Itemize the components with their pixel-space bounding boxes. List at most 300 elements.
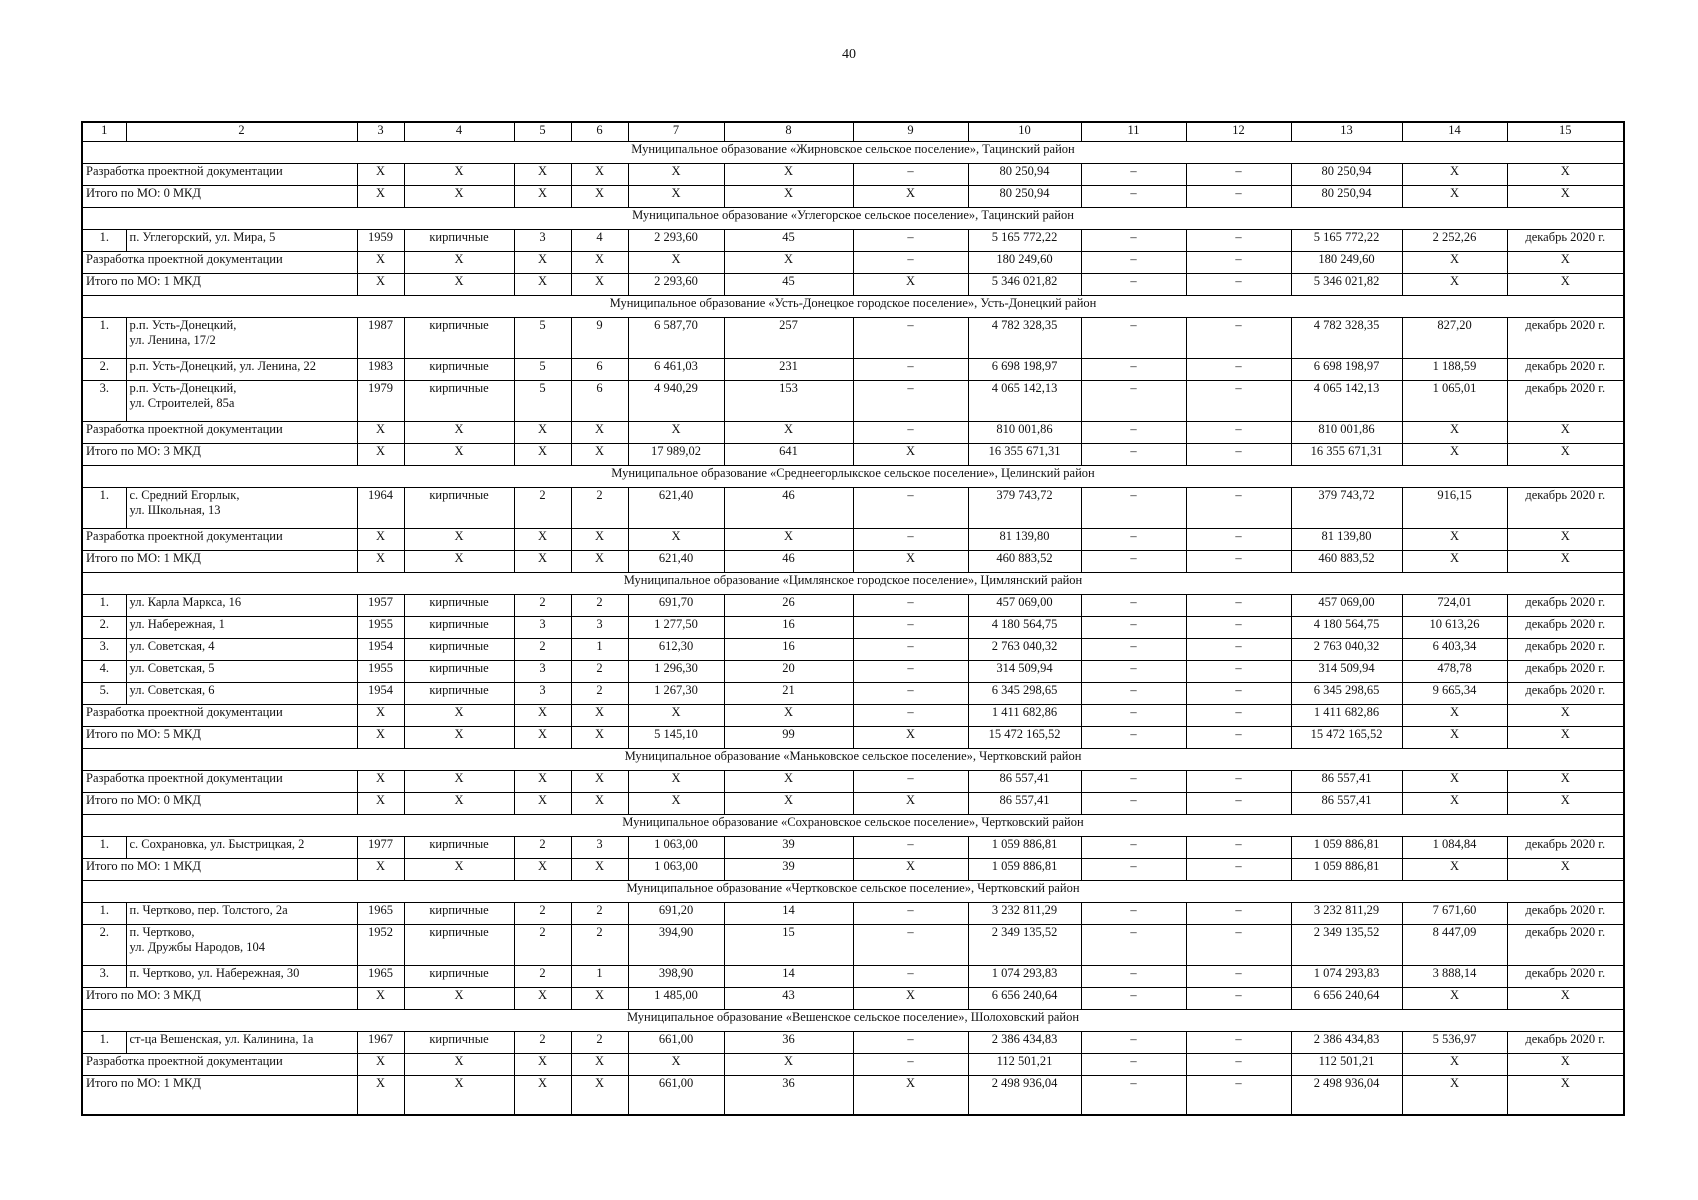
data-cell: – [1186, 988, 1291, 1010]
data-cell: 2 [514, 966, 571, 988]
data-cell: 5 536,97 [1402, 1032, 1507, 1054]
data-cell: 1977 [357, 837, 404, 859]
data-cell: 5 165 772,22 [1291, 230, 1402, 252]
table-row [82, 230, 1624, 252]
data-cell: – [1186, 359, 1291, 381]
table-row [82, 318, 1624, 359]
data-cell: X [1402, 705, 1507, 727]
data-cell: декабрь 2020 г. [1507, 617, 1624, 639]
data-cell: – [1081, 1076, 1186, 1116]
data-cell: 1957 [357, 595, 404, 617]
data-cell: X [1507, 551, 1624, 573]
data-cell: – [1081, 683, 1186, 705]
data-cell: X [1402, 771, 1507, 793]
data-cell: X [357, 529, 404, 551]
row-label: Итого по МО: 0 МКД [82, 793, 357, 815]
data-cell: X [357, 771, 404, 793]
data-cell: 6 [571, 381, 628, 422]
data-cell: кирпичные [404, 318, 514, 359]
data-cell: – [1186, 488, 1291, 529]
data-cell: – [1081, 274, 1186, 296]
data-cell: – [853, 1032, 968, 1054]
address-line: ул. Советская, 6 [129, 683, 215, 697]
data-cell: 26 [724, 595, 853, 617]
address-cell [126, 639, 357, 661]
data-cell: – [1186, 903, 1291, 925]
summary-row [82, 422, 1624, 444]
row-label: Итого по МО: 1 МКД [82, 551, 357, 573]
summary-row [82, 252, 1624, 274]
data-cell: кирпичные [404, 488, 514, 529]
data-cell: X [571, 252, 628, 274]
data-cell: кирпичные [404, 683, 514, 705]
data-cell: X [404, 1054, 514, 1076]
data-cell: – [853, 164, 968, 186]
data-cell: 86 557,41 [968, 793, 1081, 815]
data-cell: X [1507, 859, 1624, 881]
data-cell: – [1186, 444, 1291, 466]
address-line: р.п. Усть-Донецкий, ул. Ленина, 22 [129, 359, 316, 373]
program-table [81, 121, 1625, 1116]
column-number: 14 [1402, 122, 1507, 142]
data-cell: декабрь 2020 г. [1507, 595, 1624, 617]
section-row [82, 296, 1624, 318]
row-label: Разработка проектной документации [82, 705, 357, 727]
data-cell: X [357, 859, 404, 881]
section-title: Муниципальное образование «Чертковское сельское поселение», Чертковский район [82, 881, 1624, 903]
data-cell: 1 059 886,81 [968, 859, 1081, 881]
data-cell: 80 250,94 [968, 186, 1081, 208]
column-number: 11 [1081, 122, 1186, 142]
data-cell: X [404, 164, 514, 186]
table-row [82, 1032, 1624, 1054]
address-line: п. Чертково, [129, 925, 195, 939]
data-cell: – [1186, 771, 1291, 793]
data-cell: – [1186, 230, 1291, 252]
summary-row [82, 186, 1624, 208]
data-cell: 379 743,72 [1291, 488, 1402, 529]
data-cell: X [1507, 274, 1624, 296]
data-cell: 43 [724, 988, 853, 1010]
data-cell: X [357, 551, 404, 573]
address-cell [126, 683, 357, 705]
data-cell: – [853, 617, 968, 639]
address-line: ул. Школьная, 13 [129, 503, 221, 517]
data-cell: X [628, 1054, 724, 1076]
data-cell: X [571, 771, 628, 793]
data-cell: – [1081, 318, 1186, 359]
data-cell: X [628, 422, 724, 444]
data-cell: кирпичные [404, 639, 514, 661]
data-cell: декабрь 2020 г. [1507, 1032, 1624, 1054]
data-cell: 1 267,30 [628, 683, 724, 705]
data-cell: 16 [724, 617, 853, 639]
data-cell: 1983 [357, 359, 404, 381]
summary-row [82, 444, 1624, 466]
column-number: 7 [628, 122, 724, 142]
summary-row [82, 1076, 1624, 1116]
data-cell: – [853, 422, 968, 444]
data-cell: X [1507, 705, 1624, 727]
data-cell: 1954 [357, 639, 404, 661]
row-number: 5. [82, 683, 126, 705]
data-cell: декабрь 2020 г. [1507, 639, 1624, 661]
data-cell: 7 671,60 [1402, 903, 1507, 925]
data-cell: X [1507, 771, 1624, 793]
data-cell: – [853, 595, 968, 617]
data-cell: – [1081, 705, 1186, 727]
column-number: 6 [571, 122, 628, 142]
data-cell: – [1081, 903, 1186, 925]
data-cell: 257 [724, 318, 853, 359]
data-cell: 6 461,03 [628, 359, 724, 381]
data-cell: – [1081, 164, 1186, 186]
data-cell: X [514, 186, 571, 208]
address-line: с. Средний Егорлык, [129, 488, 240, 502]
data-cell: X [1402, 529, 1507, 551]
table-row [82, 488, 1624, 529]
data-cell: X [628, 771, 724, 793]
data-cell: 621,40 [628, 551, 724, 573]
data-cell: X [571, 551, 628, 573]
data-cell: 1 059 886,81 [968, 837, 1081, 859]
data-cell: 4 782 328,35 [968, 318, 1081, 359]
data-cell: 691,70 [628, 595, 724, 617]
data-cell: – [1186, 595, 1291, 617]
data-cell: – [853, 771, 968, 793]
data-cell: 3 [514, 230, 571, 252]
data-cell: X [1507, 529, 1624, 551]
data-cell: X [404, 771, 514, 793]
data-cell: – [1081, 359, 1186, 381]
row-number: 1. [82, 837, 126, 859]
data-cell: X [1402, 422, 1507, 444]
column-number: 13 [1291, 122, 1402, 142]
data-cell: – [853, 252, 968, 274]
data-cell: – [853, 925, 968, 966]
data-cell: X [404, 186, 514, 208]
data-cell: 2 763 040,32 [968, 639, 1081, 661]
data-cell: X [514, 274, 571, 296]
data-cell: – [853, 529, 968, 551]
data-cell: – [853, 837, 968, 859]
data-cell: – [853, 318, 968, 359]
data-cell: – [1186, 1054, 1291, 1076]
data-cell: 80 250,94 [1291, 186, 1402, 208]
data-cell: 6 698 198,97 [968, 359, 1081, 381]
data-cell: X [724, 771, 853, 793]
table-row [82, 359, 1624, 381]
data-cell: X [853, 793, 968, 815]
data-cell: X [1402, 444, 1507, 466]
data-cell: X [853, 444, 968, 466]
row-number: 4. [82, 661, 126, 683]
data-cell: – [1081, 661, 1186, 683]
address-cell [126, 381, 357, 422]
data-cell: X [357, 252, 404, 274]
data-cell: кирпичные [404, 925, 514, 966]
row-label: Итого по МО: 1 МКД [82, 274, 357, 296]
data-cell: – [1081, 595, 1186, 617]
data-cell: – [853, 903, 968, 925]
data-cell: 2 763 040,32 [1291, 639, 1402, 661]
column-number: 2 [126, 122, 357, 142]
data-cell: X [628, 164, 724, 186]
data-cell: 460 883,52 [1291, 551, 1402, 573]
data-cell: X [514, 422, 571, 444]
data-cell: 3 888,14 [1402, 966, 1507, 988]
data-cell: 460 883,52 [968, 551, 1081, 573]
row-number: 2. [82, 617, 126, 639]
data-cell: 398,90 [628, 966, 724, 988]
data-cell: 80 250,94 [1291, 164, 1402, 186]
data-cell: – [1081, 639, 1186, 661]
section-row [82, 881, 1624, 903]
address-line: ул. Карла Маркса, 16 [129, 595, 242, 609]
data-cell: X [404, 274, 514, 296]
address-cell [126, 230, 357, 252]
data-cell: – [1186, 859, 1291, 881]
data-cell: X [1507, 186, 1624, 208]
data-cell: X [571, 422, 628, 444]
data-cell: X [404, 252, 514, 274]
address-line: ул. Советская, 4 [129, 639, 215, 653]
address-cell [126, 1032, 357, 1054]
data-cell: 231 [724, 359, 853, 381]
address-line: ул. Строителей, 85а [129, 396, 235, 410]
data-cell: 1 063,00 [628, 859, 724, 881]
data-cell: 379 743,72 [968, 488, 1081, 529]
data-cell: 2 498 936,04 [968, 1076, 1081, 1116]
data-cell: кирпичные [404, 837, 514, 859]
data-cell: X [724, 705, 853, 727]
data-cell: X [404, 705, 514, 727]
data-cell: кирпичные [404, 381, 514, 422]
section-row [82, 749, 1624, 771]
address-cell [126, 837, 357, 859]
address-line: ул. Дружбы Народов, 104 [129, 940, 265, 954]
data-cell: 2 252,26 [1402, 230, 1507, 252]
table-row [82, 639, 1624, 661]
data-cell: – [1186, 793, 1291, 815]
data-cell: X [404, 1076, 514, 1116]
data-cell: 1 059 886,81 [1291, 859, 1402, 881]
data-cell: 5 [514, 318, 571, 359]
data-cell: декабрь 2020 г. [1507, 318, 1624, 359]
data-cell: X [571, 727, 628, 749]
data-cell: X [1507, 422, 1624, 444]
data-cell: 916,15 [1402, 488, 1507, 529]
data-cell: 661,00 [628, 1076, 724, 1116]
row-label: Итого по МО: 1 МКД [82, 1076, 357, 1116]
section-row [82, 208, 1624, 230]
row-number: 3. [82, 381, 126, 422]
data-cell: 724,01 [1402, 595, 1507, 617]
address-cell [126, 595, 357, 617]
data-cell: 2 [571, 925, 628, 966]
section-title: Муниципальное образование «Среднеегорлыкское сельское поселение», Целинский район [82, 466, 1624, 488]
summary-row [82, 274, 1624, 296]
data-cell: – [1081, 1054, 1186, 1076]
data-cell: 1 065,01 [1402, 381, 1507, 422]
table-row [82, 617, 1624, 639]
data-cell: X [514, 705, 571, 727]
data-cell: – [1081, 381, 1186, 422]
data-cell: кирпичные [404, 1032, 514, 1054]
data-cell: 1 [571, 966, 628, 988]
data-cell: X [724, 422, 853, 444]
address-cell [126, 966, 357, 988]
data-cell: X [357, 727, 404, 749]
data-cell: декабрь 2020 г. [1507, 837, 1624, 859]
data-cell: X [514, 727, 571, 749]
data-cell: – [1081, 551, 1186, 573]
row-label: Итого по МО: 1 МКД [82, 859, 357, 881]
data-cell: 2 [514, 837, 571, 859]
data-cell: X [1402, 274, 1507, 296]
address-cell [126, 488, 357, 529]
data-cell: – [1186, 164, 1291, 186]
data-cell: X [357, 274, 404, 296]
data-cell: X [724, 252, 853, 274]
data-cell: 1 485,00 [628, 988, 724, 1010]
data-cell: – [1081, 727, 1186, 749]
data-cell: 10 613,26 [1402, 617, 1507, 639]
data-cell: 2 [514, 903, 571, 925]
data-cell: – [1081, 617, 1186, 639]
data-cell: 4 782 328,35 [1291, 318, 1402, 359]
data-cell: 810 001,86 [968, 422, 1081, 444]
table-row [82, 925, 1624, 966]
data-cell: – [1081, 837, 1186, 859]
data-cell: X [404, 444, 514, 466]
data-cell: X [853, 551, 968, 573]
data-cell: 1 188,59 [1402, 359, 1507, 381]
data-cell: – [1186, 1032, 1291, 1054]
data-cell: 14 [724, 966, 853, 988]
data-cell: 2 [514, 595, 571, 617]
address-line: п. Чертково, пер. Толстого, 2а [129, 903, 288, 917]
data-cell: 4 180 564,75 [968, 617, 1081, 639]
data-cell: 86 557,41 [968, 771, 1081, 793]
data-cell: X [514, 529, 571, 551]
section-title: Муниципальное образование «Маньковское сельское поселение», Чертковский район [82, 749, 1624, 771]
data-cell: 1 277,50 [628, 617, 724, 639]
address-line: ул. Ленина, 17/2 [129, 333, 216, 347]
summary-row [82, 164, 1624, 186]
data-cell: 1967 [357, 1032, 404, 1054]
data-cell: 2 498 936,04 [1291, 1076, 1402, 1116]
address-line: п. Чертково, ул. Набережная, 30 [129, 966, 300, 980]
data-cell: 180 249,60 [968, 252, 1081, 274]
data-cell: 457 069,00 [968, 595, 1081, 617]
data-cell: X [571, 705, 628, 727]
data-cell: X [724, 793, 853, 815]
data-cell: 16 [724, 639, 853, 661]
section-row [82, 815, 1624, 837]
data-cell: X [514, 859, 571, 881]
data-cell: 2 293,60 [628, 274, 724, 296]
data-cell: X [853, 727, 968, 749]
data-cell: X [853, 274, 968, 296]
table-row [82, 966, 1624, 988]
data-cell: 39 [724, 837, 853, 859]
data-cell: X [514, 793, 571, 815]
data-cell: – [853, 661, 968, 683]
data-cell: X [724, 164, 853, 186]
data-cell: X [514, 1076, 571, 1116]
data-cell: кирпичные [404, 661, 514, 683]
data-cell: X [628, 705, 724, 727]
summary-row [82, 793, 1624, 815]
column-number: 3 [357, 122, 404, 142]
data-cell: X [357, 705, 404, 727]
data-cell: 112 501,21 [968, 1054, 1081, 1076]
data-cell: – [1186, 1076, 1291, 1116]
data-cell: X [514, 1054, 571, 1076]
data-cell: – [853, 966, 968, 988]
data-cell: – [1186, 925, 1291, 966]
data-cell: декабрь 2020 г. [1507, 488, 1624, 529]
data-cell: X [1507, 164, 1624, 186]
data-cell: X [1402, 252, 1507, 274]
row-label: Итого по МО: 5 МКД [82, 727, 357, 749]
data-cell: X [628, 186, 724, 208]
data-cell: 2 [514, 488, 571, 529]
data-cell: 86 557,41 [1291, 771, 1402, 793]
data-cell: – [1081, 444, 1186, 466]
data-cell: 1 063,00 [628, 837, 724, 859]
data-cell: X [1402, 186, 1507, 208]
data-cell: – [1186, 966, 1291, 988]
data-cell: 641 [724, 444, 853, 466]
data-cell: – [1186, 727, 1291, 749]
data-cell: кирпичные [404, 903, 514, 925]
data-cell: 2 349 135,52 [1291, 925, 1402, 966]
data-cell: – [1081, 966, 1186, 988]
data-cell: X [853, 988, 968, 1010]
section-row [82, 466, 1624, 488]
data-cell: 457 069,00 [1291, 595, 1402, 617]
row-label: Разработка проектной документации [82, 771, 357, 793]
data-cell: X [1507, 444, 1624, 466]
data-cell: X [404, 988, 514, 1010]
data-cell: 112 501,21 [1291, 1054, 1402, 1076]
data-cell: 20 [724, 661, 853, 683]
data-cell: X [571, 529, 628, 551]
data-cell: X [357, 444, 404, 466]
header-row [82, 122, 1624, 142]
data-cell: 16 355 671,31 [1291, 444, 1402, 466]
section-title: Муниципальное образование «Цимлянское городское поселение», Цимлянский район [82, 573, 1624, 595]
column-number: 5 [514, 122, 571, 142]
summary-row [82, 988, 1624, 1010]
summary-row [82, 1054, 1624, 1076]
data-cell: 827,20 [1402, 318, 1507, 359]
data-cell: – [1186, 274, 1291, 296]
data-cell: 99 [724, 727, 853, 749]
column-number: 8 [724, 122, 853, 142]
data-cell: 2 386 434,83 [1291, 1032, 1402, 1054]
data-cell: X [357, 164, 404, 186]
data-cell: 2 [571, 683, 628, 705]
data-cell: 15 472 165,52 [968, 727, 1081, 749]
data-cell: 3 [514, 617, 571, 639]
data-cell: 36 [724, 1076, 853, 1116]
data-cell: X [853, 859, 968, 881]
data-cell: – [853, 359, 968, 381]
table-row [82, 381, 1624, 422]
